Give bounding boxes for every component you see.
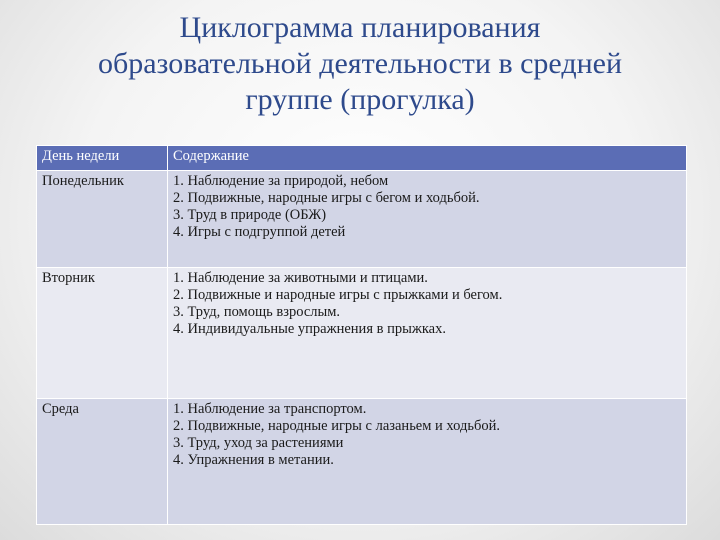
day-cell: Вторник [37,268,168,399]
activity-item: 4. Упражнения в метании. [173,452,334,468]
table-header-row [37,146,687,171]
activity-item: 2. Подвижные, народные игры с бегом и ходьбой. [173,190,480,206]
content-cell [168,268,687,399]
day-cell: Среда [37,399,168,525]
slide-title [30,10,690,118]
activity-item: 4. Игры с подгруппой детей [173,224,346,240]
slide-title-line-2: образовательной деятельности в средней [97,47,623,80]
activity-item: 2. Подвижные, народные игры с лазаньем и ходьбой. [173,418,500,434]
activity-item: 3. Труд, уход за растениями [173,435,344,451]
activity-item: 3. Труд в природе (ОБЖ) [173,207,327,223]
content-cell [168,171,687,268]
activity-item: 2. Подвижные и народные игры с прыжками и бегом. [173,287,503,303]
schedule-table [36,145,687,525]
table-row [37,171,687,268]
activity-item: 1. Наблюдение за природой, небом [173,173,389,189]
header-day: День недели [37,146,168,171]
header-content: Содержание [168,146,687,171]
table-row [37,268,687,399]
slide-title-line-1: Циклограмма планирования [179,11,541,44]
activity-item: 3. Труд, помощь взрослым. [173,304,341,320]
day-cell: Понедельник [37,171,168,268]
activity-item: 4. Индивидуальные упражнения в прыжках. [173,321,446,337]
activity-item: 1. Наблюдение за транспортом. [173,401,367,417]
activity-item: 1. Наблюдение за животными и птицами. [173,270,428,286]
content-cell [168,399,687,525]
slide-title-line-3: группе (прогулка) [245,83,475,116]
table-row [37,399,687,525]
